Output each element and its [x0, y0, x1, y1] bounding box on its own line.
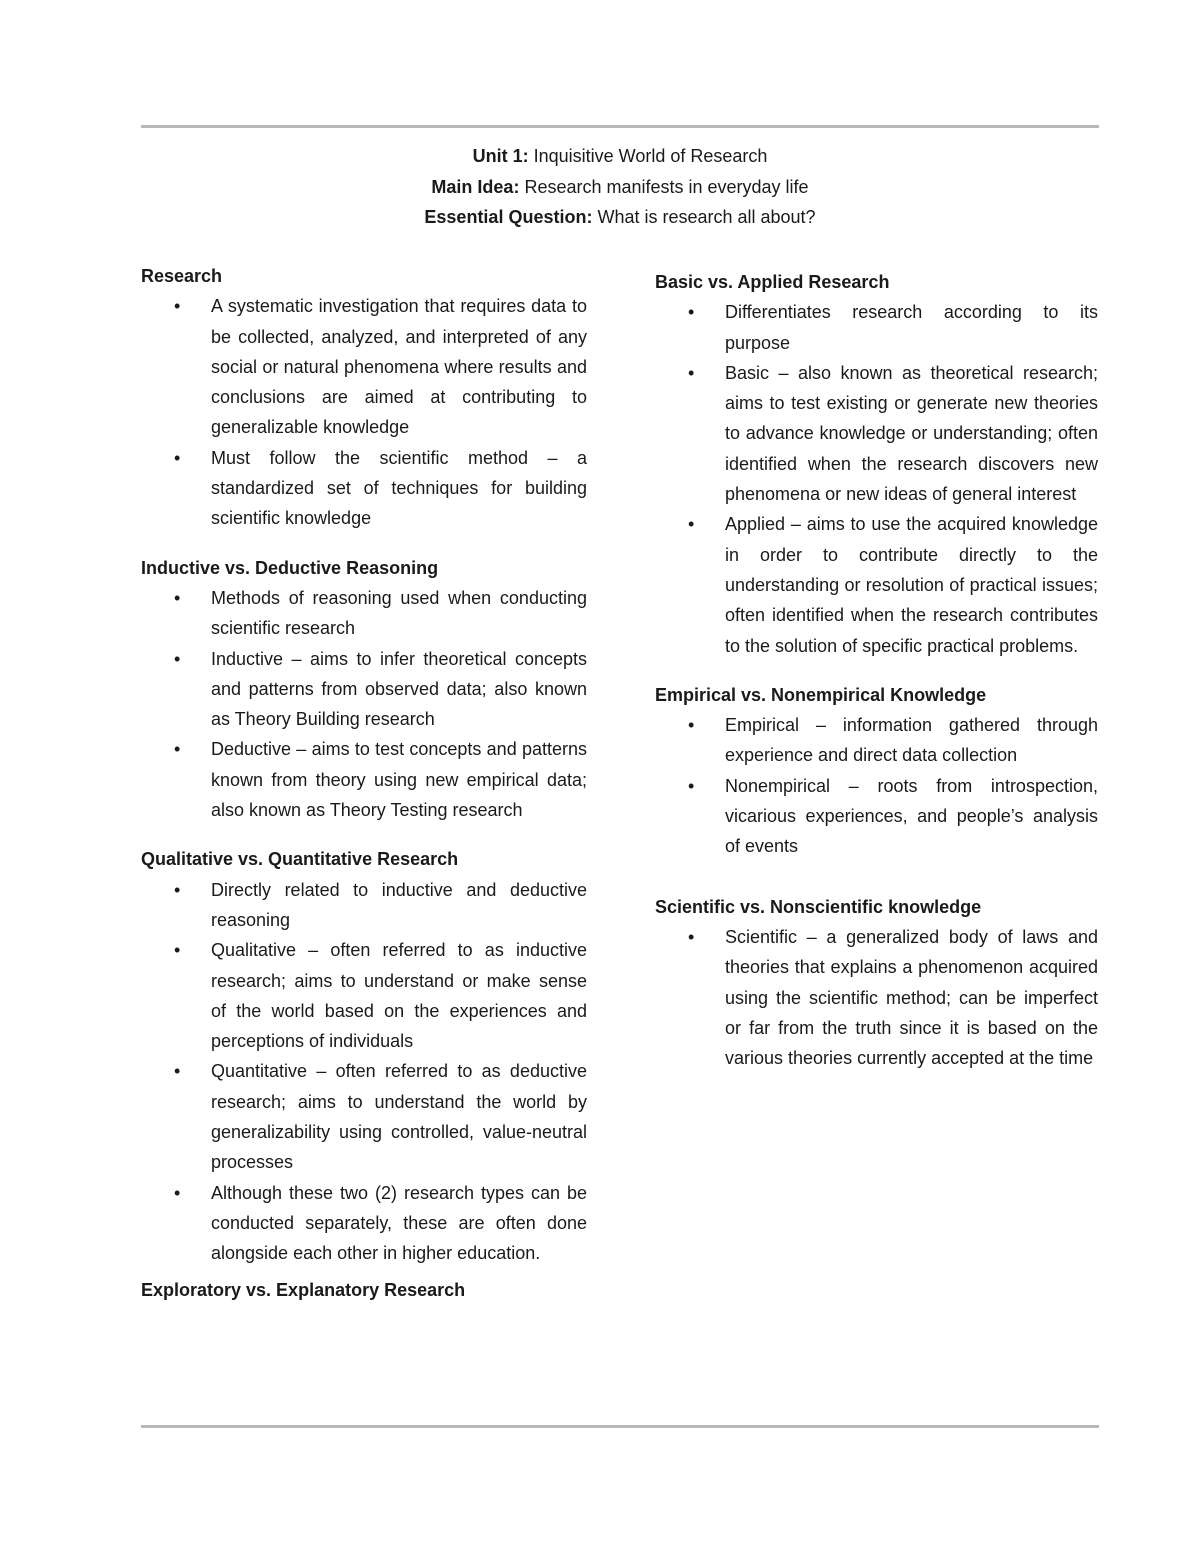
list-item [141, 583, 587, 644]
list-item-text: Basic – also known as theoretical research; aims to test existing or generate new theories to advance knowledge or understanding; often identified when the research discovers new phenomena or new ideas of general interest [725, 362, 1098, 505]
main-idea-line [141, 172, 1099, 203]
section-inductive-deductive [141, 553, 587, 826]
section-title: Qualitative vs. Quantitative Research [141, 849, 459, 870]
essential-question-text: What is research all about? [592, 207, 816, 227]
list-item [141, 1056, 587, 1177]
section-title: Empirical vs. Nonempirical Knowledge [655, 684, 987, 705]
unit-label: Unit 1: [472, 146, 529, 166]
list-item-text: Directly related to inductive and deductive reasoning [211, 879, 587, 930]
list-item [141, 443, 587, 534]
bullet-icon: • [174, 296, 181, 317]
list-item-text: Empirical – information gathered through experience and direct data collection [725, 715, 1098, 766]
list-item-text: Scientific – a generalized body of laws and theories that explains a phenomenon acquired using the scientific method; can be imperfect or far from the truth since it is based on the various theories currently accepted at the time [725, 926, 1098, 1069]
list-item-text: Although these two (2) research types can be conducted separately, these are often done alongside each other in higher education. [211, 1182, 587, 1264]
section-title: Exploratory vs. Explanatory Research [141, 1279, 466, 1300]
bullet-list [655, 922, 1098, 1073]
bullet-icon: • [688, 514, 695, 535]
bullet-icon: • [174, 879, 181, 900]
section-research [141, 261, 587, 534]
section-title: Inductive vs. Deductive Reasoning [141, 557, 439, 578]
bullet-icon: • [688, 362, 695, 383]
bullet-icon: • [174, 447, 181, 468]
list-item-text: Must follow the scientific method – a standardized set of techniques for building scientific knowledge [211, 447, 587, 529]
main-idea-text: Research manifests in everyday life [519, 176, 809, 197]
list-item [655, 771, 1098, 862]
bullet-icon: • [688, 715, 695, 736]
list-item [655, 509, 1098, 660]
list-item [141, 291, 587, 442]
list-item-text: Applied – aims to use the acquired knowledge in order to contribute directly to the understanding or resolution of practical issues; often identified when the research contributes to the solution of specific practical problems. [725, 514, 1098, 656]
list-item [655, 297, 1098, 358]
list-item-text: Deductive – aims to test concepts and patterns known from theory using new empirical data; also known as Theory Testing research [211, 739, 587, 821]
list-item [141, 644, 587, 735]
bottom-rule [141, 1425, 1099, 1428]
section-title: Basic vs. Applied Research [655, 272, 890, 292]
bullet-icon: • [174, 1061, 181, 1082]
bullet-icon: • [174, 1182, 181, 1203]
list-item-text: Nonempirical – roots from introspection, vicarious experiences, and people’s analysis of events [725, 775, 1098, 857]
bullet-list [655, 297, 1098, 661]
list-item-text: Methods of reasoning used when conducting scientific research [211, 587, 587, 639]
list-item-text: A systematic investigation that requires data to be collected, analyzed, and interpreted of any social or natural phenomena where results and conclusions are aimed at contributing to generalizable knowledge [211, 296, 587, 438]
list-item-text: Qualitative – often referred to as inductive research; aims to understand or make sense of the world based on the experiences and perceptions of individuals [211, 940, 587, 1052]
main-idea-label: Main Idea: [431, 176, 520, 197]
essential-question-line [141, 202, 1099, 233]
bullet-list [141, 875, 587, 1269]
list-item [141, 1178, 587, 1269]
bullet-list [141, 291, 587, 533]
list-item-text: Quantitative – often referred to as deductive research; aims to understand the world by generalizability using controlled, value-neutral processes [211, 1061, 587, 1173]
document-header [141, 141, 1099, 233]
bullet-icon: • [174, 940, 181, 961]
section-qualitative-quantitative [141, 844, 587, 1268]
list-item [141, 734, 587, 825]
list-item [141, 935, 587, 1056]
unit-line [141, 141, 1099, 172]
list-item [655, 358, 1098, 509]
section-exploratory-explanatory [141, 1275, 587, 1305]
list-item [655, 922, 1098, 1073]
bullet-icon: • [174, 739, 181, 760]
bullet-icon: • [688, 926, 695, 947]
section-empirical-nonempirical [655, 680, 1098, 862]
bullet-list [141, 583, 587, 825]
bullet-list [655, 710, 1098, 861]
bullet-icon: • [688, 775, 695, 796]
right-column [655, 267, 1098, 1073]
top-rule [141, 125, 1099, 128]
bullet-icon: • [174, 648, 181, 669]
bullet-icon: • [688, 302, 695, 323]
list-item-text: Inductive – aims to infer theoretical concepts and patterns from observed data; also known as Theory Building research [211, 648, 587, 730]
section-title: Research [141, 266, 223, 286]
left-column [141, 261, 587, 1305]
section-scientific-nonscientific [655, 892, 1098, 1074]
section-title: Scientific vs. Nonscientific knowledge [655, 896, 982, 917]
list-item [141, 875, 587, 936]
unit-text: Inquisitive World of Research [528, 146, 768, 166]
essential-question-label: Essential Question: [424, 207, 593, 227]
section-basic-applied [655, 267, 1098, 661]
list-item-text: Differentiates research according to its purpose [725, 302, 1098, 353]
list-item [655, 710, 1098, 771]
bullet-icon: • [174, 587, 181, 608]
